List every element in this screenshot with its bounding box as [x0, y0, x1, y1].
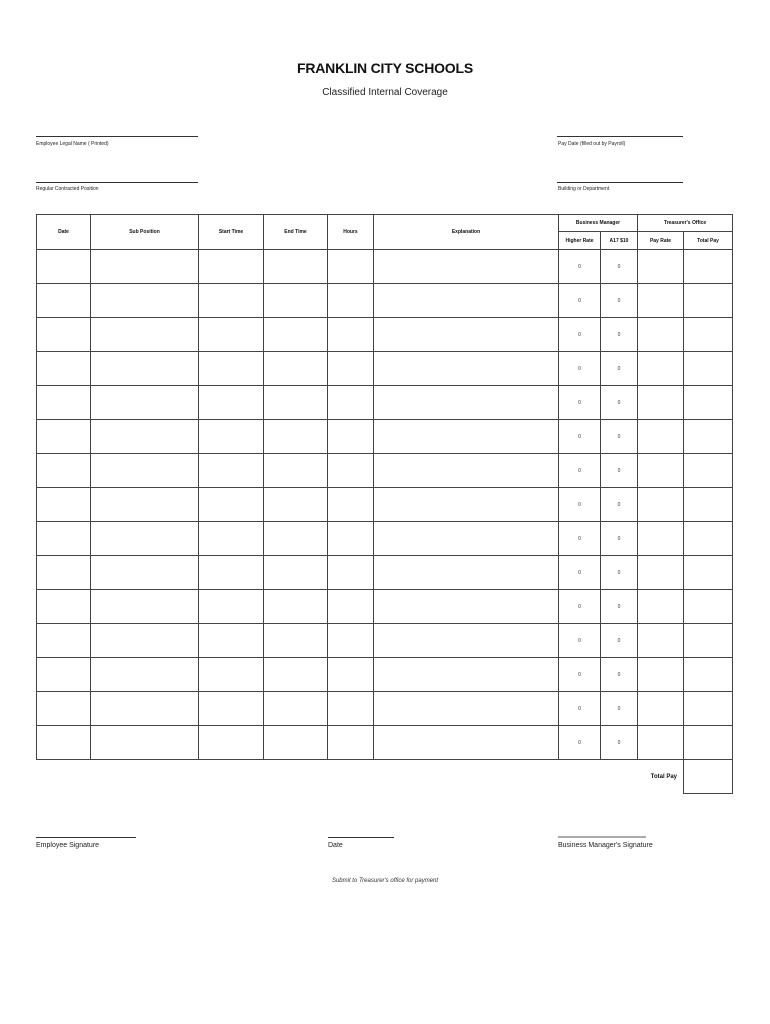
start-time-cell[interactable] — [199, 284, 264, 318]
explanation-cell[interactable] — [374, 624, 559, 658]
end-time-cell[interactable] — [264, 556, 328, 590]
table-row — [37, 250, 733, 284]
total-spacer — [37, 760, 91, 794]
total-pay-cell[interactable] — [684, 386, 733, 420]
employee-name-label: Employee Legal Name ( Printed) — [36, 141, 109, 147]
start-time-cell[interactable] — [199, 250, 264, 284]
total-spacer — [199, 760, 264, 794]
sub-position-cell[interactable] — [91, 454, 199, 488]
table-row — [37, 692, 733, 726]
total-pay-cell[interactable] — [684, 726, 733, 760]
explanation-cell[interactable] — [374, 386, 559, 420]
end-time-cell[interactable] — [264, 284, 328, 318]
explanation-cell[interactable] — [374, 590, 559, 624]
table-row — [37, 386, 733, 420]
total-spacer — [91, 760, 199, 794]
explanation-cell[interactable] — [374, 556, 559, 590]
hours-cell[interactable] — [328, 726, 374, 760]
sub-position-cell[interactable] — [91, 692, 199, 726]
total-pay-cell[interactable] — [684, 284, 733, 318]
hours-cell[interactable] — [328, 624, 374, 658]
pay-rate-cell[interactable] — [638, 284, 684, 318]
higher-rate-cell: 0 — [559, 488, 601, 522]
explanation-cell[interactable] — [374, 488, 559, 522]
employee-signature-label: Employee Signature — [36, 842, 100, 849]
end-time-cell[interactable] — [264, 692, 328, 726]
sub-position-cell[interactable] — [91, 522, 199, 556]
date-cell[interactable] — [37, 522, 91, 556]
start-time-cell[interactable] — [199, 454, 264, 488]
explanation-cell[interactable] — [374, 420, 559, 454]
total-pay-cell[interactable] — [684, 624, 733, 658]
total-pay-cell[interactable] — [684, 454, 733, 488]
sub-position-cell[interactable] — [91, 284, 199, 318]
a17-cell: 0 — [601, 454, 638, 488]
table-row — [37, 658, 733, 692]
explanation-cell[interactable] — [374, 318, 559, 352]
higher-rate-cell: 0 — [559, 556, 601, 590]
higher-rate-cell: 0 — [559, 624, 601, 658]
sub-position-header: Sub Position — [91, 215, 199, 250]
submit-note: Submit to Treasurer's office for payment — [331, 878, 439, 884]
start-time-cell[interactable] — [199, 352, 264, 386]
total-pay-cell[interactable] — [684, 420, 733, 454]
hours-cell[interactable] — [328, 386, 374, 420]
higher-rate-cell: 0 — [559, 250, 601, 284]
hours-cell[interactable] — [328, 556, 374, 590]
sub-position-cell[interactable] — [91, 386, 199, 420]
total-pay-cell[interactable] — [684, 692, 733, 726]
pay-rate-cell[interactable] — [638, 556, 684, 590]
table-row — [37, 318, 733, 352]
start-time-cell[interactable] — [199, 318, 264, 352]
explanation-cell[interactable] — [374, 522, 559, 556]
a17-cell: 0 — [601, 284, 638, 318]
hours-cell[interactable] — [328, 318, 374, 352]
total-pay-cell[interactable] — [684, 250, 733, 284]
date-header: Date — [37, 215, 91, 250]
total-pay-cell[interactable] — [684, 318, 733, 352]
sub-position-cell[interactable] — [91, 556, 199, 590]
explanation-header: Explanation — [374, 215, 559, 250]
total-pay-label: Total Pay — [650, 773, 677, 780]
total-spacer — [264, 760, 328, 794]
hours-cell[interactable] — [328, 692, 374, 726]
table-row — [37, 624, 733, 658]
a17-cell: 0 — [601, 658, 638, 692]
end-time-cell[interactable] — [264, 454, 328, 488]
total-pay-cell[interactable] — [684, 590, 733, 624]
table-row — [37, 454, 733, 488]
sub-position-cell[interactable] — [91, 658, 199, 692]
date-cell[interactable] — [37, 352, 91, 386]
hours-cell[interactable] — [328, 454, 374, 488]
start-time-cell[interactable] — [199, 624, 264, 658]
business-manager-header: Business Manager — [559, 215, 638, 232]
start-time-header: Start Time — [199, 215, 264, 250]
higher-rate-cell: 0 — [559, 420, 601, 454]
a17-header: A17 $10 — [601, 232, 638, 250]
pay-date-field[interactable] — [557, 136, 683, 137]
date-cell[interactable] — [37, 420, 91, 454]
higher-rate-cell: 0 — [559, 454, 601, 488]
a17-cell: 0 — [601, 488, 638, 522]
start-time-cell[interactable] — [199, 522, 264, 556]
explanation-cell[interactable] — [374, 726, 559, 760]
date-cell[interactable] — [37, 488, 91, 522]
total-pay-cell[interactable] — [684, 522, 733, 556]
date-cell[interactable] — [37, 454, 91, 488]
pay-rate-cell[interactable] — [638, 590, 684, 624]
end-time-cell[interactable] — [264, 522, 328, 556]
pay-rate-cell[interactable] — [638, 420, 684, 454]
higher-rate-cell: 0 — [559, 386, 601, 420]
total-pay-header: Total Pay — [684, 232, 733, 250]
hours-cell[interactable] — [328, 284, 374, 318]
higher-rate-cell: 0 — [559, 352, 601, 386]
explanation-cell[interactable] — [374, 284, 559, 318]
date-cell[interactable] — [37, 318, 91, 352]
page-subtitle: Classified Internal Coverage — [322, 87, 448, 98]
higher-rate-cell: 0 — [559, 318, 601, 352]
total-pay-cell[interactable] — [684, 352, 733, 386]
total-pay-cell[interactable] — [684, 488, 733, 522]
a17-cell: 0 — [601, 352, 638, 386]
hours-cell[interactable] — [328, 488, 374, 522]
a17-cell: 0 — [601, 692, 638, 726]
a17-cell: 0 — [601, 522, 638, 556]
end-time-cell[interactable] — [264, 386, 328, 420]
higher-rate-cell: 0 — [559, 658, 601, 692]
page-title: FRANKLIN CITY SCHOOLS — [297, 60, 473, 76]
total-spacer — [328, 760, 374, 794]
pay-rate-cell[interactable] — [638, 692, 684, 726]
date-cell[interactable] — [37, 726, 91, 760]
higher-rate-header: Higher Rate — [559, 232, 601, 250]
sub-position-cell[interactable] — [91, 318, 199, 352]
date-cell[interactable] — [37, 284, 91, 318]
date-signature-label: Date — [328, 842, 343, 849]
a17-cell: 0 — [601, 726, 638, 760]
total-spacer — [374, 760, 559, 794]
regular-position-label: Regular Contracted Position — [36, 186, 99, 192]
pay-rate-cell[interactable] — [638, 352, 684, 386]
total-spacer — [559, 760, 601, 794]
a17-cell: 0 — [601, 250, 638, 284]
date-cell[interactable] — [37, 556, 91, 590]
table-row — [37, 420, 733, 454]
pay-rate-cell[interactable] — [638, 488, 684, 522]
table-row — [37, 284, 733, 318]
sub-position-cell[interactable] — [91, 590, 199, 624]
higher-rate-cell: 0 — [559, 522, 601, 556]
date-cell[interactable] — [37, 624, 91, 658]
start-time-cell[interactable] — [199, 692, 264, 726]
a17-cell: 0 — [601, 386, 638, 420]
date-cell[interactable] — [37, 590, 91, 624]
business-manager-signature-label: Business Manager's Signature — [558, 842, 653, 849]
date-cell[interactable] — [37, 386, 91, 420]
end-time-header: End Time — [264, 215, 328, 250]
explanation-cell[interactable] — [374, 454, 559, 488]
table-row — [37, 522, 733, 556]
end-time-cell[interactable] — [264, 250, 328, 284]
end-time-cell[interactable] — [264, 590, 328, 624]
end-time-cell[interactable] — [264, 352, 328, 386]
hours-cell[interactable] — [328, 420, 374, 454]
building-label: Building or Department — [558, 186, 610, 192]
pay-date-label: Pay Date (filled out by Payroll) — [558, 141, 626, 147]
pay-rate-cell[interactable] — [638, 386, 684, 420]
hours-header: Hours — [328, 215, 374, 250]
end-time-cell[interactable] — [264, 624, 328, 658]
table-row — [37, 556, 733, 590]
pay-rate-cell[interactable] — [638, 624, 684, 658]
explanation-cell[interactable] — [374, 658, 559, 692]
sub-position-cell[interactable] — [91, 420, 199, 454]
table-row — [37, 726, 733, 760]
explanation-cell[interactable] — [374, 692, 559, 726]
total-pay-cell[interactable] — [684, 760, 733, 794]
start-time-cell[interactable] — [199, 556, 264, 590]
sub-position-cell[interactable] — [91, 624, 199, 658]
start-time-cell[interactable] — [199, 590, 264, 624]
a17-cell: 0 — [601, 556, 638, 590]
total-pay-cell[interactable] — [684, 658, 733, 692]
a17-cell: 0 — [601, 420, 638, 454]
higher-rate-cell: 0 — [559, 590, 601, 624]
sub-position-cell[interactable] — [91, 250, 199, 284]
higher-rate-cell: 0 — [559, 726, 601, 760]
table-row — [37, 488, 733, 522]
end-time-cell[interactable] — [264, 658, 328, 692]
table-row — [37, 352, 733, 386]
pay-rate-cell[interactable] — [638, 250, 684, 284]
regular-position-field[interactable] — [36, 182, 198, 183]
end-time-cell[interactable] — [264, 318, 328, 352]
building-field[interactable] — [557, 182, 683, 183]
employee-signature-line[interactable] — [36, 837, 136, 838]
hours-cell[interactable] — [328, 250, 374, 284]
a17-cell: 0 — [601, 318, 638, 352]
end-time-cell[interactable] — [264, 726, 328, 760]
coverage-table — [36, 214, 733, 794]
date-signature-line[interactable] — [328, 837, 394, 838]
start-time-cell[interactable] — [199, 488, 264, 522]
business-manager-signature-line[interactable] — [558, 836, 646, 838]
start-time-cell[interactable] — [199, 726, 264, 760]
pay-rate-cell[interactable] — [638, 522, 684, 556]
sub-position-cell[interactable] — [91, 352, 199, 386]
explanation-cell[interactable] — [374, 352, 559, 386]
sub-position-cell[interactable] — [91, 726, 199, 760]
hours-cell[interactable] — [328, 658, 374, 692]
date-cell[interactable] — [37, 692, 91, 726]
employee-name-field[interactable] — [36, 136, 198, 137]
hours-cell[interactable] — [328, 352, 374, 386]
pay-rate-header: Pay Rate — [638, 232, 684, 250]
a17-cell: 0 — [601, 624, 638, 658]
pay-rate-cell[interactable] — [638, 726, 684, 760]
date-cell[interactable] — [37, 250, 91, 284]
start-time-cell[interactable] — [199, 420, 264, 454]
treasurers-office-header: Treasurer's Office — [638, 215, 733, 232]
start-time-cell[interactable] — [199, 658, 264, 692]
pay-rate-cell[interactable] — [638, 454, 684, 488]
total-pay-cell[interactable] — [684, 556, 733, 590]
date-cell[interactable] — [37, 658, 91, 692]
higher-rate-cell: 0 — [559, 692, 601, 726]
pay-rate-cell[interactable] — [638, 658, 684, 692]
higher-rate-cell: 0 — [559, 284, 601, 318]
pay-rate-cell[interactable] — [638, 318, 684, 352]
table-row — [37, 590, 733, 624]
end-time-cell[interactable] — [264, 488, 328, 522]
end-time-cell[interactable] — [264, 420, 328, 454]
sub-position-cell[interactable] — [91, 488, 199, 522]
start-time-cell[interactable] — [199, 386, 264, 420]
a17-cell: 0 — [601, 590, 638, 624]
explanation-cell[interactable] — [374, 250, 559, 284]
hours-cell[interactable] — [328, 590, 374, 624]
hours-cell[interactable] — [328, 522, 374, 556]
